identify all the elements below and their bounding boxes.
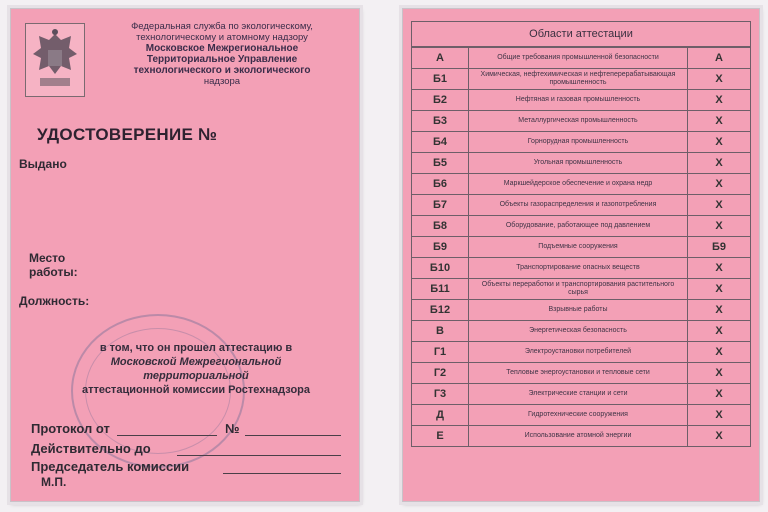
table-row — [412, 426, 751, 447]
table-row — [412, 363, 751, 384]
agency-line: Федеральная служба по экологическому, — [131, 21, 313, 32]
table-row — [412, 111, 751, 132]
area-mark-cell: Х — [688, 153, 751, 174]
table-row — [412, 258, 751, 279]
area-description-cell: Энергетическая безопасность — [469, 321, 688, 342]
stamp-place-label: М.П. — [41, 475, 67, 489]
area-mark-cell: Х — [688, 258, 751, 279]
table-row — [412, 237, 751, 258]
area-description-cell: Гидротехнические сооружения — [469, 405, 688, 426]
area-code-cell: Б7 — [412, 195, 469, 216]
table-row — [412, 153, 751, 174]
area-code-cell: Е — [412, 426, 469, 447]
table-row — [412, 384, 751, 405]
table-row — [412, 342, 751, 363]
agency-line: технологического и экологического — [133, 65, 311, 76]
area-code-cell: В — [412, 321, 469, 342]
area-description-cell: Объекты переработки и транспортирования растительного сырья — [469, 279, 688, 300]
table-row — [412, 48, 751, 69]
area-code-cell: Г2 — [412, 363, 469, 384]
table-row — [412, 195, 751, 216]
area-description-cell: Электроустановки потребителей — [469, 342, 688, 363]
attestation-line: Московской Межрегиональной — [110, 356, 282, 368]
area-mark-cell: Х — [688, 384, 751, 405]
area-code-cell: Б1 — [412, 69, 469, 90]
table-row — [412, 216, 751, 237]
attestation-areas-table — [411, 47, 751, 447]
area-description-cell: Угольная промышленность — [469, 153, 688, 174]
area-mark-cell: Б9 — [688, 237, 751, 258]
commission-chair-line — [223, 473, 341, 474]
table-row — [412, 90, 751, 111]
area-mark-cell: Х — [688, 405, 751, 426]
area-mark-cell: Х — [688, 321, 751, 342]
certificate-front — [10, 8, 360, 502]
attestation-line: аттестационной комиссии Ростехнадзора — [81, 384, 311, 396]
table-row — [412, 132, 751, 153]
area-code-cell: Г1 — [412, 342, 469, 363]
area-description-cell: Взрывные работы — [469, 300, 688, 321]
area-description-cell: Металлургическая промышленность — [469, 111, 688, 132]
area-mark-cell: Х — [688, 426, 751, 447]
protocol-label: Протокол от — [31, 421, 110, 436]
area-code-cell: Б10 — [412, 258, 469, 279]
area-description-cell: Общие требования промышленной безопасности — [469, 48, 688, 69]
area-code-cell: Б4 — [412, 132, 469, 153]
area-code-cell: Д — [412, 405, 469, 426]
area-description-cell: Химическая, нефтехимическая и нефтеперерабатывающая промышленность — [469, 69, 688, 90]
issued-label: Выдано — [19, 157, 67, 171]
area-description-cell: Тепловые энергоустановки и тепловые сети — [469, 363, 688, 384]
table-row — [412, 279, 751, 300]
agency-header — [97, 21, 347, 87]
area-mark-cell: Х — [688, 69, 751, 90]
protocol-date-line — [117, 435, 217, 436]
area-code-cell: Б2 — [412, 90, 469, 111]
area-code-cell: Г3 — [412, 384, 469, 405]
certificate-title: УДОСТОВЕРЕНИЕ № — [37, 125, 218, 144]
workplace-label-line: работы: — [29, 265, 78, 279]
area-description-cell: Транспортирование опасных веществ — [469, 258, 688, 279]
attestation-areas-title: Области аттестации — [411, 21, 751, 47]
area-code-cell: А — [412, 48, 469, 69]
position-label: Должность: — [19, 294, 90, 308]
workplace-label-line: Место — [29, 251, 66, 265]
valid-until-label: Действительно до — [31, 441, 151, 456]
attestation-line: в том, что он прошел аттестацию в — [99, 342, 293, 354]
area-mark-cell: Х — [688, 111, 751, 132]
protocol-number-line — [245, 435, 341, 436]
area-mark-cell: Х — [688, 174, 751, 195]
agency-line: Территориальное Управление — [146, 54, 298, 65]
table-row — [412, 321, 751, 342]
area-mark-cell: А — [688, 48, 751, 69]
area-mark-cell: Х — [688, 279, 751, 300]
area-code-cell: Б11 — [412, 279, 469, 300]
area-description-cell: Нефтяная и газовая промышленность — [469, 90, 688, 111]
commission-chair-label: Председатель комиссии — [31, 459, 190, 474]
coat-of-arms-emblem — [25, 23, 85, 97]
area-code-cell: Б5 — [412, 153, 469, 174]
area-description-cell: Электрические станции и сети — [469, 384, 688, 405]
area-description-cell: Горнорудная промышленность — [469, 132, 688, 153]
area-description-cell: Подъемные сооружения — [469, 237, 688, 258]
area-code-cell: Б9 — [412, 237, 469, 258]
attestation-line: территориальной — [143, 370, 249, 382]
attestation-text — [51, 341, 341, 397]
area-description-cell: Использование атомной энергии — [469, 426, 688, 447]
agency-line: технологическому и атомному надзору — [136, 32, 308, 43]
area-mark-cell: Х — [688, 132, 751, 153]
agency-line: надзора — [203, 76, 241, 87]
area-code-cell: Б12 — [412, 300, 469, 321]
protocol-number-label: № — [225, 421, 240, 436]
area-code-cell: Б3 — [412, 111, 469, 132]
area-mark-cell: Х — [688, 90, 751, 111]
workplace-label — [29, 251, 99, 279]
area-description-cell: Маркшейдерское обеспечение и охрана недр — [469, 174, 688, 195]
valid-until-line — [177, 455, 341, 456]
area-mark-cell: Х — [688, 216, 751, 237]
area-mark-cell: Х — [688, 195, 751, 216]
area-mark-cell: Х — [688, 300, 751, 321]
area-mark-cell: Х — [688, 342, 751, 363]
table-row — [412, 300, 751, 321]
certificate-back — [402, 8, 760, 502]
area-description-cell: Объекты газораспределения и газопотребления — [469, 195, 688, 216]
table-row — [412, 405, 751, 426]
area-code-cell: Б8 — [412, 216, 469, 237]
area-description-cell: Оборудование, работающее под давлением — [469, 216, 688, 237]
area-mark-cell: Х — [688, 363, 751, 384]
table-row — [412, 174, 751, 195]
agency-line: Московское Межрегиональное — [145, 43, 299, 54]
table-row — [412, 69, 751, 90]
area-code-cell: Б6 — [412, 174, 469, 195]
